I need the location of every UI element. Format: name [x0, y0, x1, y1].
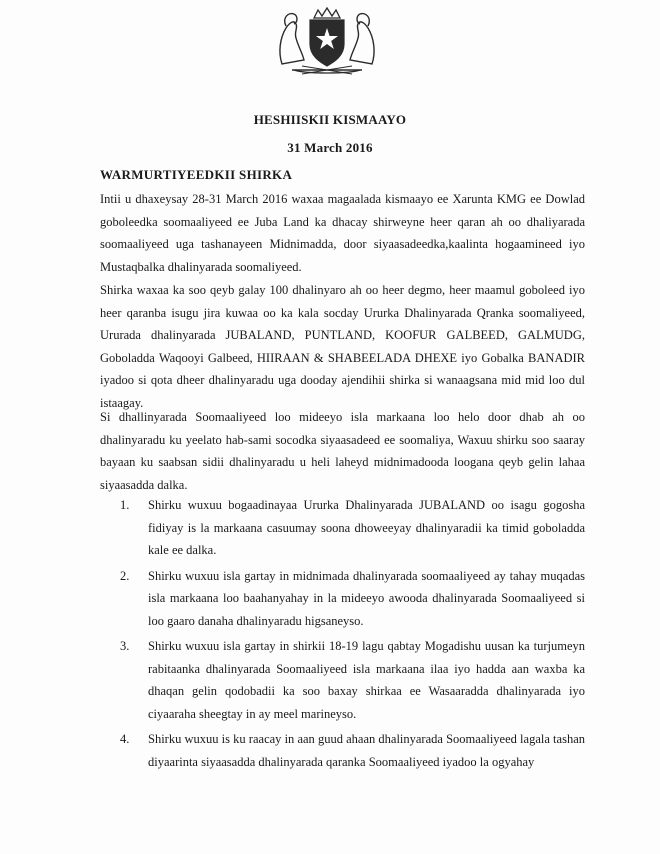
resolution-list: [100, 494, 585, 776]
document-title: HESHIISKII KISMAAYO: [253, 112, 407, 127]
list-item-text: Shirku wuxuu isla gartay in shirkii 18-19 lagu qabtay Mogadishu uusan ka turjumeyn rabitaanka dhalinyarada Soomaaliyeed isla markaana ilaa iyo hadda aan waxba ka dhaqan gelin qodobadii ka soo baxay shirkaa ee Wasaaradda dhalinyarada iyo ciyaaraha sheegtay in ay meel marineyso.: [148, 639, 585, 721]
somalia-coat-of-arms-icon: [272, 4, 382, 76]
paragraph-intro: Intii u dhaxeysay 28-31 March 2016 waxaa magaalada kismaayo ee Xarunta KMG ee Dowlad goboleedka soomaaliyeed ee Juba Land ka dhacay shirweyne heer qaran ah oo dhaliyarada soomaaliyeed uga tashanayeen Midnimadda, door siyaasadeedka,kaalinta hogaamineed iyo Mustaqbalka dhalinyarada soomaliyeed.: [100, 192, 585, 274]
list-item-number: 2.: [120, 568, 130, 583]
list-item-number: 1.: [120, 498, 130, 512]
paragraph-purpose: Si dhallinyarada Soomaaliyeed loo mideeyo isla markaana loo helo door dhab ah oo dhalinyaradu ku yeelato hab-sami socodka siyaasadeed ee soomaliya, Waxuu shirku soo saaray bayaan ku saabsan sidii dhalinyaradu u heli laheyd midnimadooda loogana qeyb gelin lahaa siyaasadda dalka.: [100, 410, 585, 492]
list-item: [100, 635, 585, 725]
list-item-number: 3.: [120, 639, 130, 653]
list-item-text: Shirku wuxuu is ku raacay in aan guud ahaan dhalinyarada Soomaaliyeed lagala tashan diyaarinta siyaasadda dhalinyarada qaranka Soomaaliyeed iyadoo la ogyahay: [148, 732, 585, 769]
paragraph-participants: Shirka waxaa ka soo qeyb galay 100 dhalinyaro ah oo heer degmo, heer maamul goboleed iyo heer qaranba isugu jira kuwaa oo ka kala socday Ururka Dhalinyarada Qranka soomaliyeed, Ururada dhalinyarada JUBALAND, PUNTLAND, KOOFUR GALBEED, GALMUDG, Goboladda Waqooyi Galbeed, HIIRAAN & SHABEELADA DHEXE iyo Gobalka BANADIR iyadoo si qota dheer dhalinyaradu uga dooday ajendihii shirka si wanaagsana mid mid loo dul istaagay.: [100, 283, 585, 410]
section-title: WARMURTIYEEDKII SHIRKA: [100, 167, 293, 182]
list-item: [100, 565, 585, 633]
list-item-number: 4.: [120, 732, 130, 746]
list-item-text: Shirku wuxuu isla gartay in midnimada dhalinyarada soomaaliyeed ay tahay muqadas isla markaana loo baahanyahay in la mideeyo awooda dhalinyarada Soomaaliyeed si loo gaaro danaha dhalinyaradu higsaneyso.: [148, 568, 585, 628]
list-item-text: Shirku wuxuu bogaadinayaa Ururka Dhalinyarada JUBALAND oo isagu gogosha fidiyay is la markaana casuumay soona dhoweeyay dhalinyaradii ka timid goboladda kale ee dalka.: [148, 498, 585, 557]
list-item: [100, 728, 585, 773]
list-item: [100, 494, 585, 562]
document-date: 31 March 2016: [287, 140, 373, 155]
